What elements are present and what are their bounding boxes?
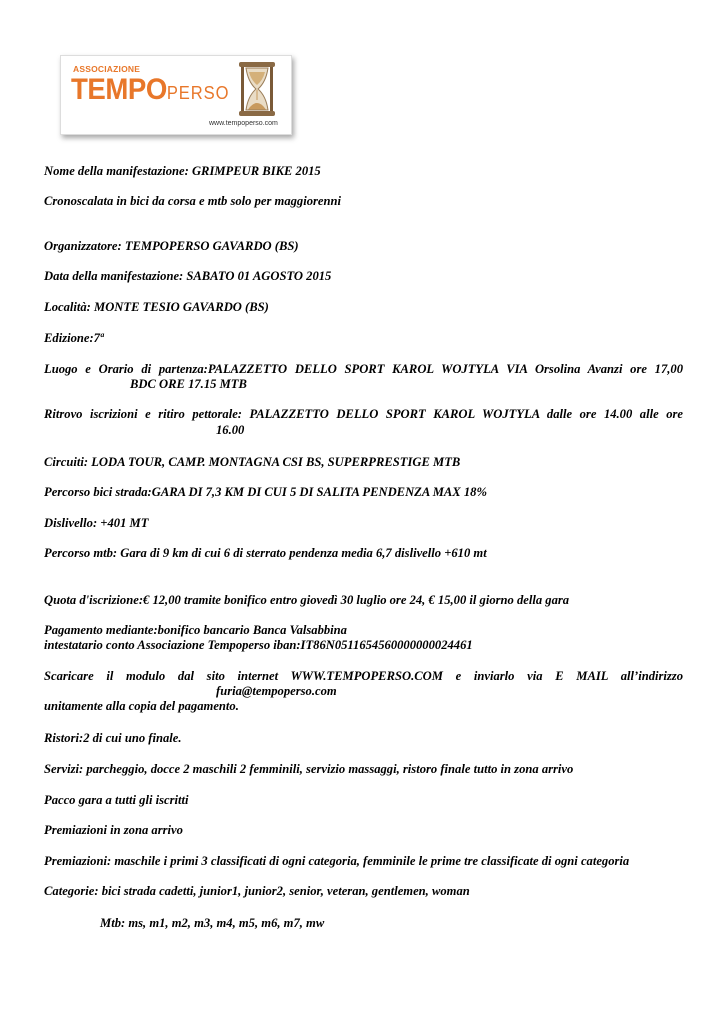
registration-line-1: Ritrovo iscrizioni e ritiro pettorale: PALAZZETTO DELLO SPORT KAROL WOJTYLA dalle ore 14.00 alle ore bbox=[44, 407, 683, 421]
categories-mtb: Mtb: ms, m1, m2, m3, m4, m5, m6, m7, mw bbox=[100, 916, 325, 930]
event-location: Località: MONTE TESIO GAVARDO (BS) bbox=[44, 300, 269, 314]
organizer: Organizzatore: TEMPOPERSO GAVARDO (BS) bbox=[44, 239, 299, 253]
mtb-course: Percorso mtb: Gara di 9 km di cui 6 di sterrato pendenza media 6,7 dislivello +610 mt bbox=[44, 546, 487, 560]
payment-line-1: Pagamento mediante:bonifico bancario Banca Valsabbina bbox=[44, 623, 347, 637]
logo-name bbox=[71, 73, 229, 107]
awards: Premiazioni: maschile i primi 3 classificati di ogni categoria, femminile le prime tre classificate di ogni categoria bbox=[44, 854, 630, 868]
race-pack: Pacco gara a tutti gli iscritti bbox=[44, 793, 189, 807]
refreshments: Ristori:2 di cui uno finale. bbox=[44, 731, 182, 745]
edition: Edizione:7ª bbox=[44, 331, 104, 345]
payment-line-2: intestatario conto Associazione Tempoperso iban:IT86N0511654560000000024461 bbox=[44, 638, 473, 652]
categories-road: Categorie: bici strada cadetti, junior1, junior2, senior, veteran, gentlemen, woman bbox=[44, 884, 470, 898]
download-line-1: Scaricare il modulo dal sito internet WWW.TEMPOPERSO.COM e inviarlo via E MAIL all’indirizzo bbox=[44, 669, 683, 683]
awards-location: Premiazioni in zona arrivo bbox=[44, 823, 183, 837]
event-name: Nome della manifestazione: GRIMPEUR BIKE 2015 bbox=[44, 164, 321, 178]
hourglass-icon bbox=[233, 60, 281, 118]
elevation-gain: Dislivello: +401 MT bbox=[44, 516, 149, 530]
start-place-line-2: BDC ORE 17.15 MTB bbox=[130, 377, 247, 391]
entry-fee: Quota d'iscrizione:€ 12,00 tramite bonifico entro giovedì 30 luglio ore 24, € 15,00 il giorno della gara bbox=[44, 593, 570, 607]
start-place-line-1: Luogo e Orario di partenza:PALAZZETTO DELLO SPORT KAROL WOJTYLA VIA Orsolina Avanzi ore 17,00 bbox=[44, 362, 683, 376]
logo-association-text: ASSOCIAZIONE bbox=[73, 64, 141, 74]
event-date: Data della manifestazione: SABATO 01 AGOSTO 2015 bbox=[44, 269, 332, 283]
logo-url: www.tempoperso.com bbox=[209, 120, 278, 127]
registration-line-2: 16.00 bbox=[216, 423, 245, 437]
logo-name-small: PERSO bbox=[166, 83, 230, 103]
contact-email: furia@tempoperso.com bbox=[216, 684, 337, 698]
tempoperso-logo bbox=[60, 55, 292, 135]
services: Servizi: parcheggio, docce 2 maschili 2 femminili, servizio massaggi, ristoro finale tutto in zona arrivo bbox=[44, 762, 574, 776]
download-line-3: unitamente alla copia del pagamento. bbox=[44, 699, 239, 713]
logo-name-big: TEMPO bbox=[71, 73, 167, 106]
circuits: Circuiti: LODA TOUR, CAMP. MONTAGNA CSI BS, SUPERPRESTIGE MTB bbox=[44, 455, 461, 469]
road-course: Percorso bici strada:GARA DI 7,3 KM DI CUI 5 DI SALITA PENDENZA MAX 18% bbox=[44, 485, 487, 499]
event-description: Cronoscalata in bici da corsa e mtb solo per maggiorenni bbox=[44, 194, 342, 208]
